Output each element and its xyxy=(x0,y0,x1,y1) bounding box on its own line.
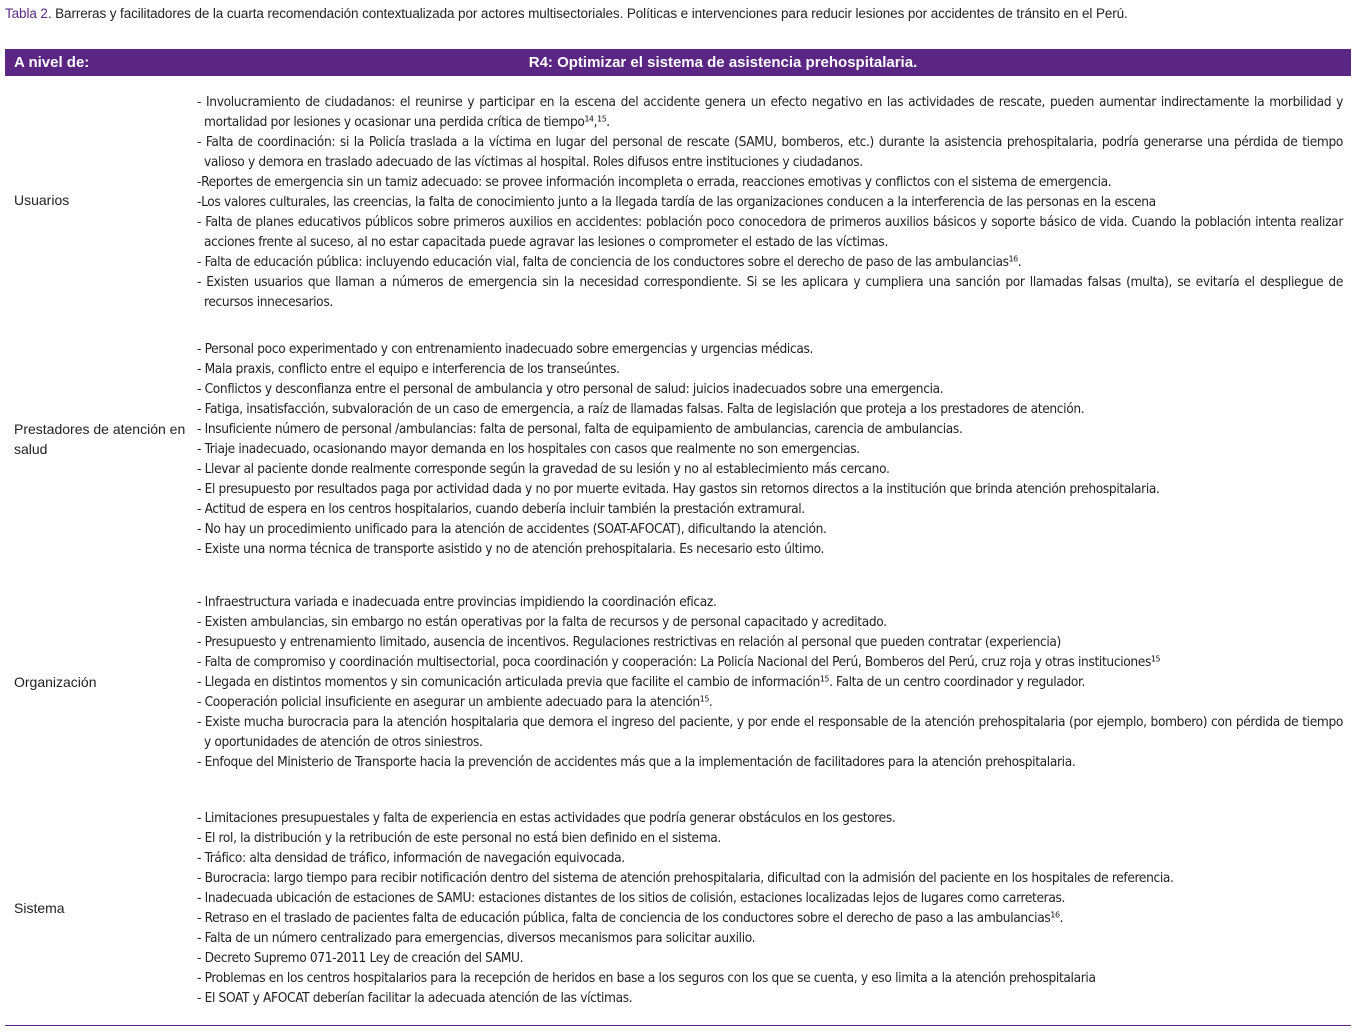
list-item: - Problemas en los centros hospitalarios para la recepción de heridos en base a los seguros con los que se cuenta, y eso limita a la atención prehospitalaria xyxy=(197,970,1096,986)
list-item: - Cooperación policial insuficiente en asegurar un ambiente adecuado para la atención¹⁵. xyxy=(197,694,713,710)
list-item: - Existen ambulancias, sin embargo no están operativas por la falta de recursos y de personal capacitado y acreditado. xyxy=(197,614,887,630)
list-item: - El SOAT y AFOCAT deberían facilitar la adecuada atención de las víctimas. xyxy=(197,990,633,1006)
list-item: - Personal poco experimentado y con entrenamiento inadecuado sobre emergencias y urgencias médicas. xyxy=(197,341,814,357)
list-item: - Falta de compromiso y coordinación multisectorial, poca coordinación y cooperación: La Policía Nacional del Perú, Bomberos del Perú, cruz roja y otras instituciones¹⁵ xyxy=(197,654,1161,670)
list-item: - Falta de planes educativos públicos sobre primeros auxilios en accidentes: población poco conocedora de primeros auxilios básicos y soporte básico de vida. Cuando la población intenta realizar acciones frente al suceso, al no estar capacitada puede agravar las lesiones o comprometer el estado de las víctimas. xyxy=(197,214,1343,250)
list-item: - Burocracia: largo tiempo para recibir notificación dentro del sistema de atención prehospitalaria, dificultad con la admisión del paciente en los hospitales de referencia. xyxy=(197,870,1174,886)
list-item: - Conflictos y desconfianza entre el personal de ambulancia y otro personal de salud: juicios inadecuados sobre una emergencia. xyxy=(197,381,944,397)
list-item: - Involucramiento de ciudadanos: el reunirse y participar en la escena del accidente genera un efecto negativo en las actividades de rescate, pueden aumentar indirectamente la morbilidad y mortalidad por lesiones y ocasionar una perdida crítica de tiempo¹⁴,¹⁵. xyxy=(197,94,1343,130)
list-item: - Falta de coordinación: si la Policía traslada a la víctima en lugar del personal de rescate (SAMU, bomberos, etc.) durante la asistencia prehospitalaria, podría generarse una pérdida de tiempo valioso y demora en traslado adecuado de las víctimas al hospital. Roles difusos entre instituciones y ciudadanos. xyxy=(197,134,1343,170)
list-item: - El presupuesto por resultados paga por actividad dada y no por muerte evitada. Hay gastos sin retornos directos a la institución que brinda atención prehospitalaria. xyxy=(197,481,1160,497)
list-item: - Llevar al paciente donde realmente corresponde según la gravedad de su lesión y no al establecimiento más cercano. xyxy=(197,461,890,477)
list-item: - Infraestructura variada e inadecuada entre provincias impidiendo la coordinación eficaz. xyxy=(197,594,717,610)
table-caption-label: Tabla 2. xyxy=(5,6,52,21)
list-item: - Existen usuarios que llaman a números de emergencia sin la necesidad correspondiente. Si se les aplicara y cumpliera una sanción por llamadas falsas (multa), se evitaría el despliegue de recursos innecesarios. xyxy=(197,274,1343,310)
list-item: - Insuficiente número de personal /ambulancias: falta de personal, falta de equipamiento de ambulancias, carencia de ambulancias. xyxy=(197,421,963,437)
list-item: - Llegada en distintos momentos y sin comunicación articulada previa que facilite el cambio de información¹⁵. Falta de un centro coordinador y regulador. xyxy=(197,674,1085,690)
list-item: - Triaje inadecuado, ocasionando mayor demanda en los hospitales con casos que realmente no son emergencias. xyxy=(197,441,860,457)
actor-label: Usuarios xyxy=(14,192,70,208)
list-item: - No hay un procedimiento unificado para la atención de accidentes (SOAT-AFOCAT), dificultando la atención. xyxy=(197,521,827,537)
list-item: - Falta de un número centralizado para emergencias, diversos mecanismos para solicitar auxilio. xyxy=(197,930,756,946)
list-item: - Mala praxis, conflicto entre el equipo e interferencia de los transeúntes. xyxy=(197,361,620,377)
list-item: -Reportes de emergencia sin un tamiz adecuado: se provee información incompleta o errada, reacciones emotivas y conflictos con el sistema de emergencia. xyxy=(197,174,1112,190)
list-item: -Los valores culturales, las creencias, la falta de conocimiento junto a la llegada tardía de las organizaciones conducen a la interferencia de las personas en la escena xyxy=(197,194,1156,210)
table-header xyxy=(5,49,1351,76)
header-col-recommendation: R4: Optimizar el sistema de asistencia prehospitalaria. xyxy=(528,54,918,71)
item-list xyxy=(197,592,1343,772)
header-col-level: A nivel de: xyxy=(14,54,90,71)
list-item: - Limitaciones presupuestales y falta de experiencia en estas actividades que podría generar obstáculos en los gestores. xyxy=(197,810,896,826)
list-item: - Tráfico: alta densidad de tráfico, información de navegación equivocada. xyxy=(197,850,625,866)
list-item: - Enfoque del Ministerio de Transporte hacia la prevención de accidentes más que a la implementación de facilitadores para la atención prehospitalaria. xyxy=(197,754,1076,770)
actor-label: Organización xyxy=(14,674,97,690)
list-item: - El rol, la distribución y la retribución de este personal no está bien definido en el sistema. xyxy=(197,830,721,846)
item-list xyxy=(197,808,1343,1008)
list-item: - Falta de educación pública: incluyendo educación vial, falta de conciencia de los conductores sobre el derecho de paso de las ambulancias¹⁶. xyxy=(197,254,1022,270)
list-item: - Actitud de espera en los centros hospitalarios, cuando debería incluir también la prestación extramural. xyxy=(197,501,805,517)
list-item: - Existe una norma técnica de transporte asistido y no de atención prehospitalaria. Es necesario esto último. xyxy=(197,541,825,557)
item-list xyxy=(197,339,1343,559)
table-caption xyxy=(5,5,1345,23)
table-caption-text: Barreras y facilitadores de la cuarta recomendación contextualizada por actores multisectoriales. Políticas e intervenciones para reducir lesiones por accidentes de tránsito en el Perú. xyxy=(51,6,1128,21)
list-item: - Decreto Supremo 071-2011 Ley de creación del SAMU. xyxy=(197,950,524,966)
list-item: - Presupuesto y entrenamiento limitado, ausencia de incentivos. Regulaciones restrictivas en relación al personal que pueden contratar (experiencia) xyxy=(197,634,1061,650)
list-item: - Fatiga, insatisfacción, subvaloración de un caso de emergencia, a raíz de llamadas falsas. Falta de legislación que proteja a los prestadores de atención. xyxy=(197,401,1085,417)
item-list xyxy=(197,92,1343,312)
list-item: - Inadecuada ubicación de estaciones de SAMU: estaciones distantes de los sitios de colisión, estaciones localizadas lejos de lugares como carreteras. xyxy=(197,890,1066,906)
list-item: - Existe mucha burocracia para la atención hospitalaria que demora el ingreso del paciente, y por ende el responsable de la atención prehospitalaria (por ejemplo, bombero) con pérdida de tiempo y oportunidades de atención de otros siniestros. xyxy=(197,714,1343,750)
table-bottom-rule xyxy=(5,1025,1351,1026)
list-item: - Retraso en el traslado de pacientes falta de educación pública, falta de conciencia de los conductores sobre el derecho de paso a las ambulancias¹⁶. xyxy=(197,910,1064,926)
actor-label: Sistema xyxy=(14,900,65,916)
actor-label: Prestadores de atención en salud xyxy=(14,421,186,457)
